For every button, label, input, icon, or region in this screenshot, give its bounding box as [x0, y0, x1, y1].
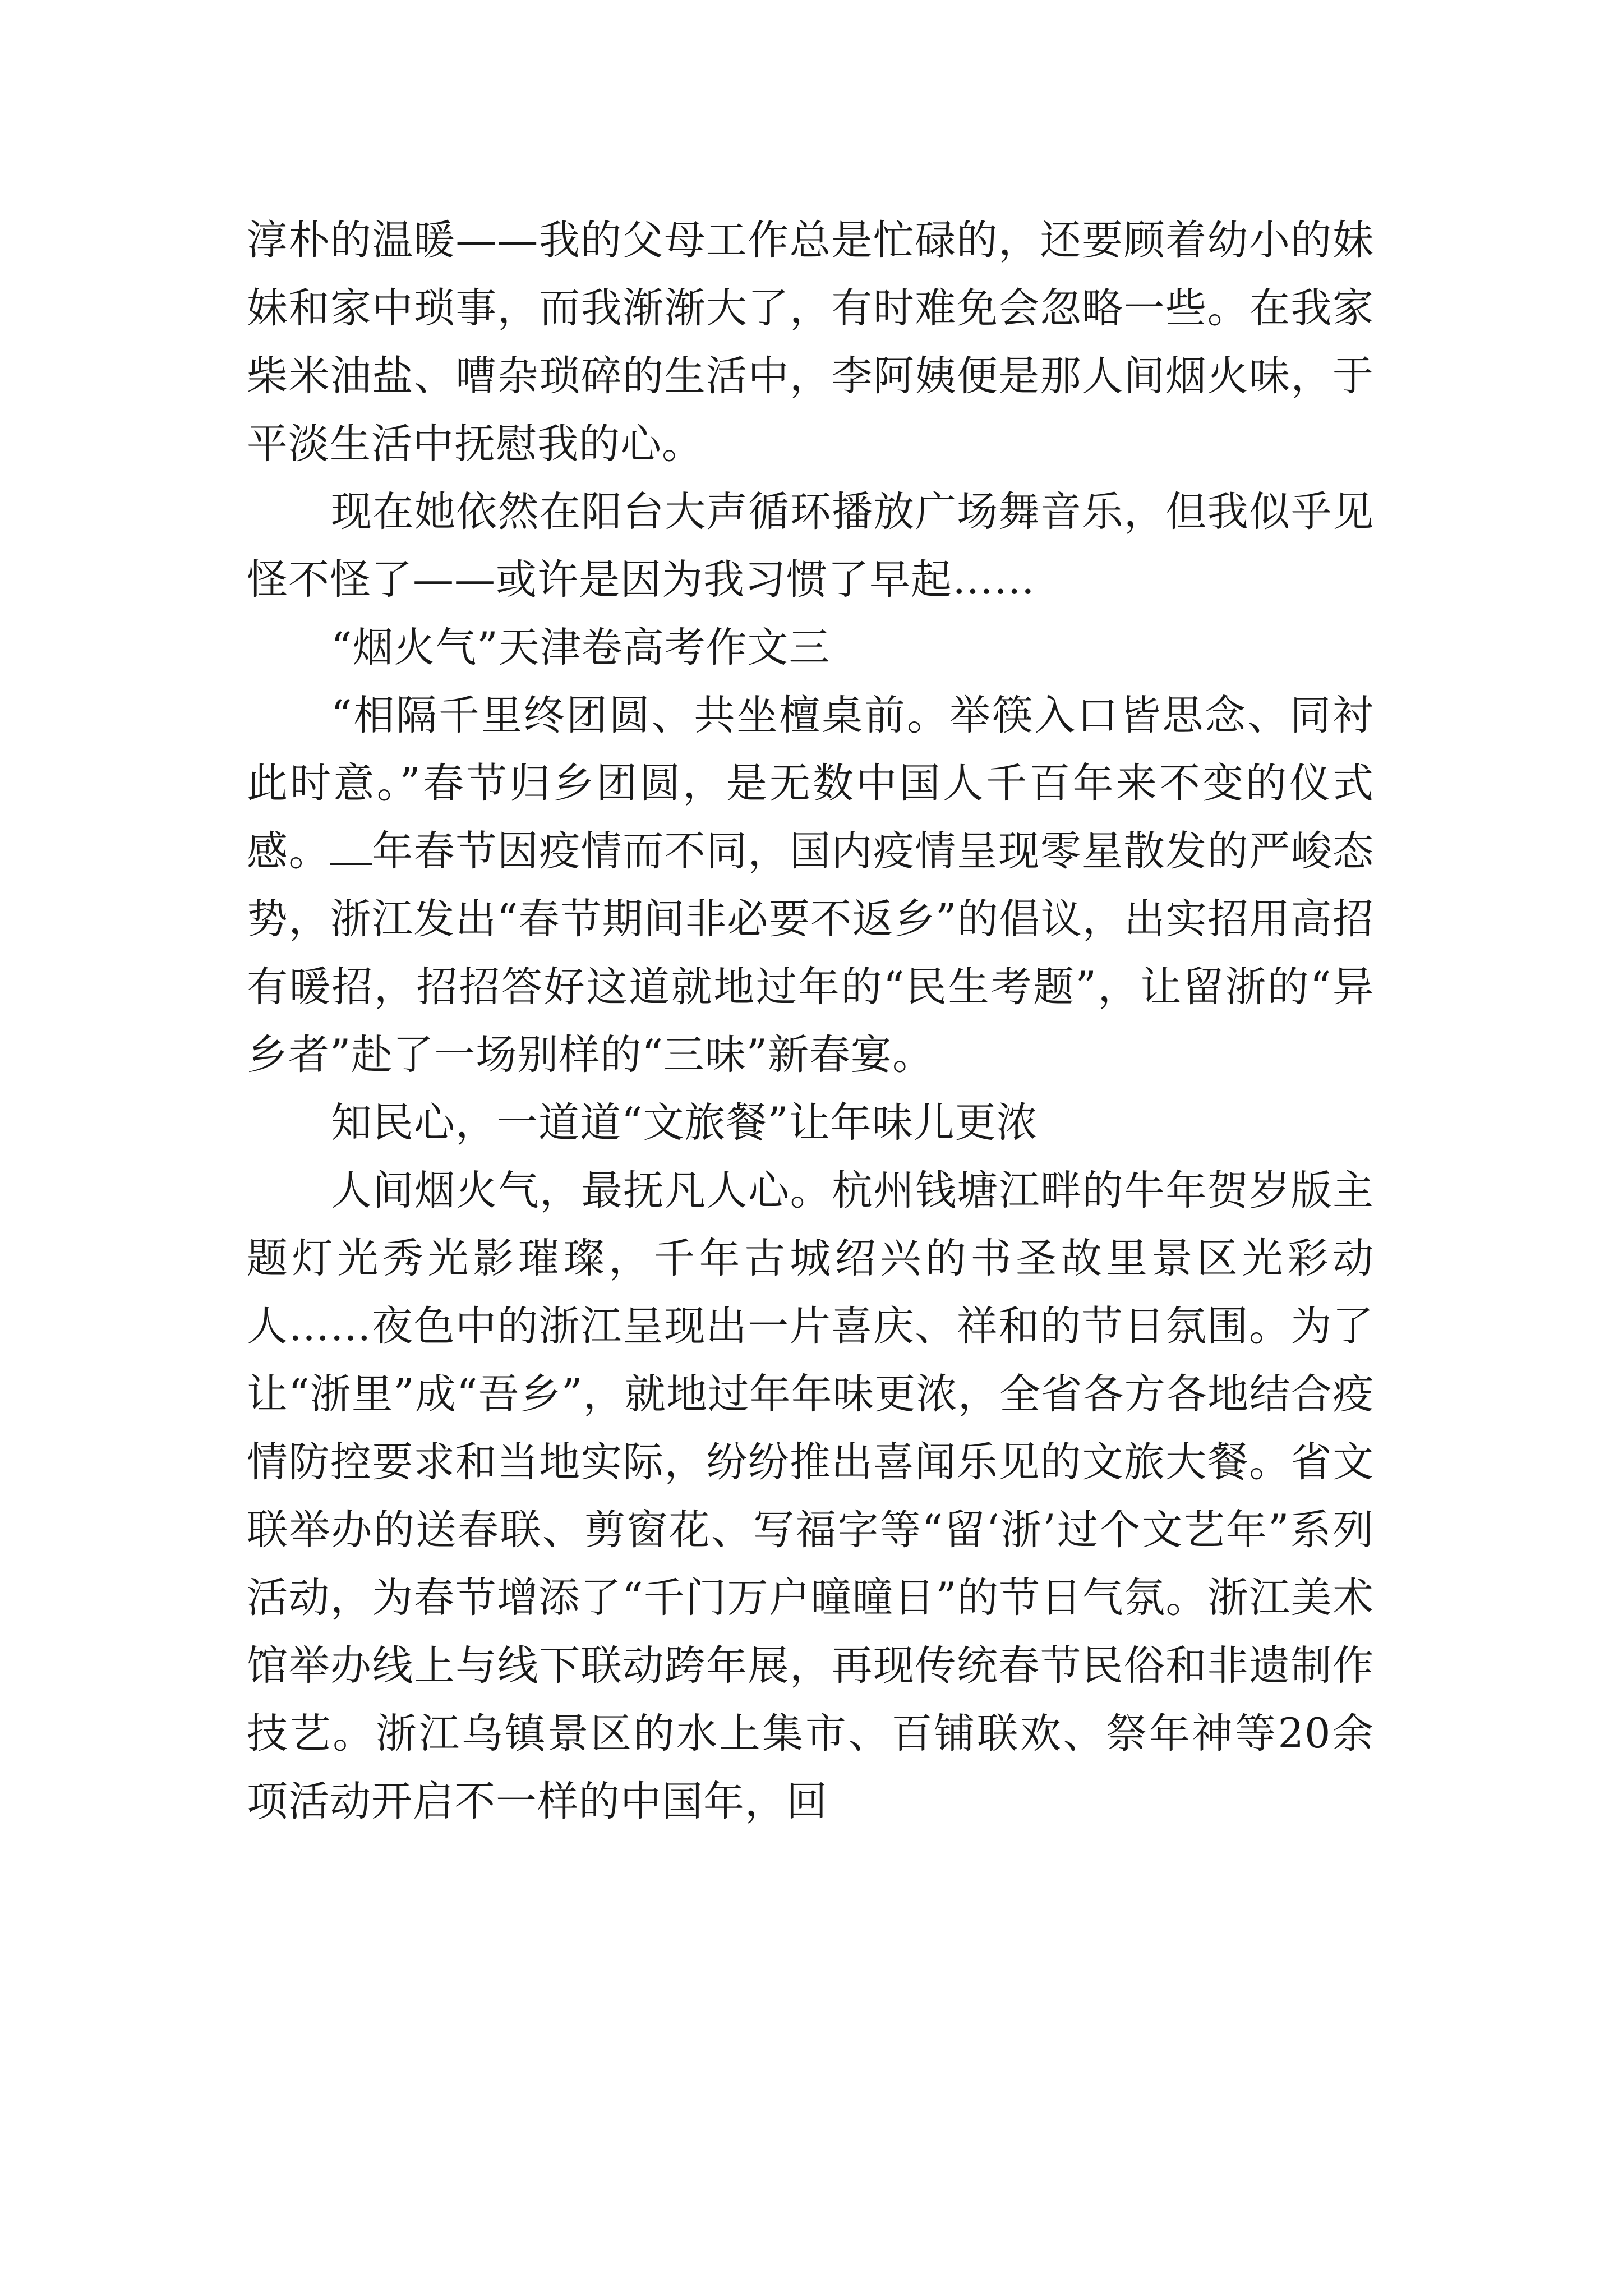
- paragraph-continued: 淳朴的温暖——我的父母工作总是忙碌的，还要顾着幼小的妹妹和家中琐事，而我渐渐大了，有时难免会忽略一些。在我家柴米油盐、嘈杂琐碎的生活中，李阿姨便是那人间烟火味，于平淡生活中抚慰我的心。: [247, 217, 1374, 468]
- paragraph: 人间烟火气，最抚凡人心。杭州钱塘江畔的牛年贺岁版主题灯光秀光影璀璨，千年古城绍兴的书圣故里景区光彩动人……夜色中的浙江呈现出一片喜庆、祥和的节日氛围。为了让“浙里”成“吾乡”，就地过年年味更浓，全省各方各地结合疫情防控要求和当地实际，纷纷推出喜闻乐见的文旅大餐。省文联举办的送春联、剪窗花、写福字等“留‘浙’过个文艺年”系列活动，为春节增添了“千门万户曈曈日”的节日气氛。浙江美术馆举办线上与线下联动跨年展，再现传统春节民俗和非遗制作技艺。浙江乌镇景区的水上集市、百铺联欢、祭年神等20余项活动开启不一样的中国年，回: [247, 1167, 1374, 1825]
- subsection-heading: 知民心，一道道“文旅餐”让年味儿更浓: [331, 1099, 1038, 1147]
- paragraph: 现在她依然在阳台大声循环播放广场舞音乐，但我似乎见怪不怪了——或许是因为我习惯了早起……: [247, 488, 1374, 604]
- document-body: [247, 206, 1374, 1835]
- section-heading: “烟火气”天津卷高考作文三: [331, 624, 831, 671]
- paragraph-text: “相隔千里终团圆、共坐檀桌前。举筷入口皆思念、同衬此时意。”春节归乡团圆，是无数中国人千百年来不变的仪式感。: [247, 692, 1374, 875]
- paragraph: [247, 682, 1374, 1089]
- paragraph-text: 年春节因疫情而不同，国内疫情呈现零星散发的严峻态势，浙江发出“春节期间非必要不返乡”的倡议，出实招用高招有暖招，招招答好这道就地过年的“民生考题”，让留浙的“异乡者”赴了一场别样的“三味”新春宴。: [247, 827, 1375, 1079]
- blank-underline: [330, 830, 372, 865]
